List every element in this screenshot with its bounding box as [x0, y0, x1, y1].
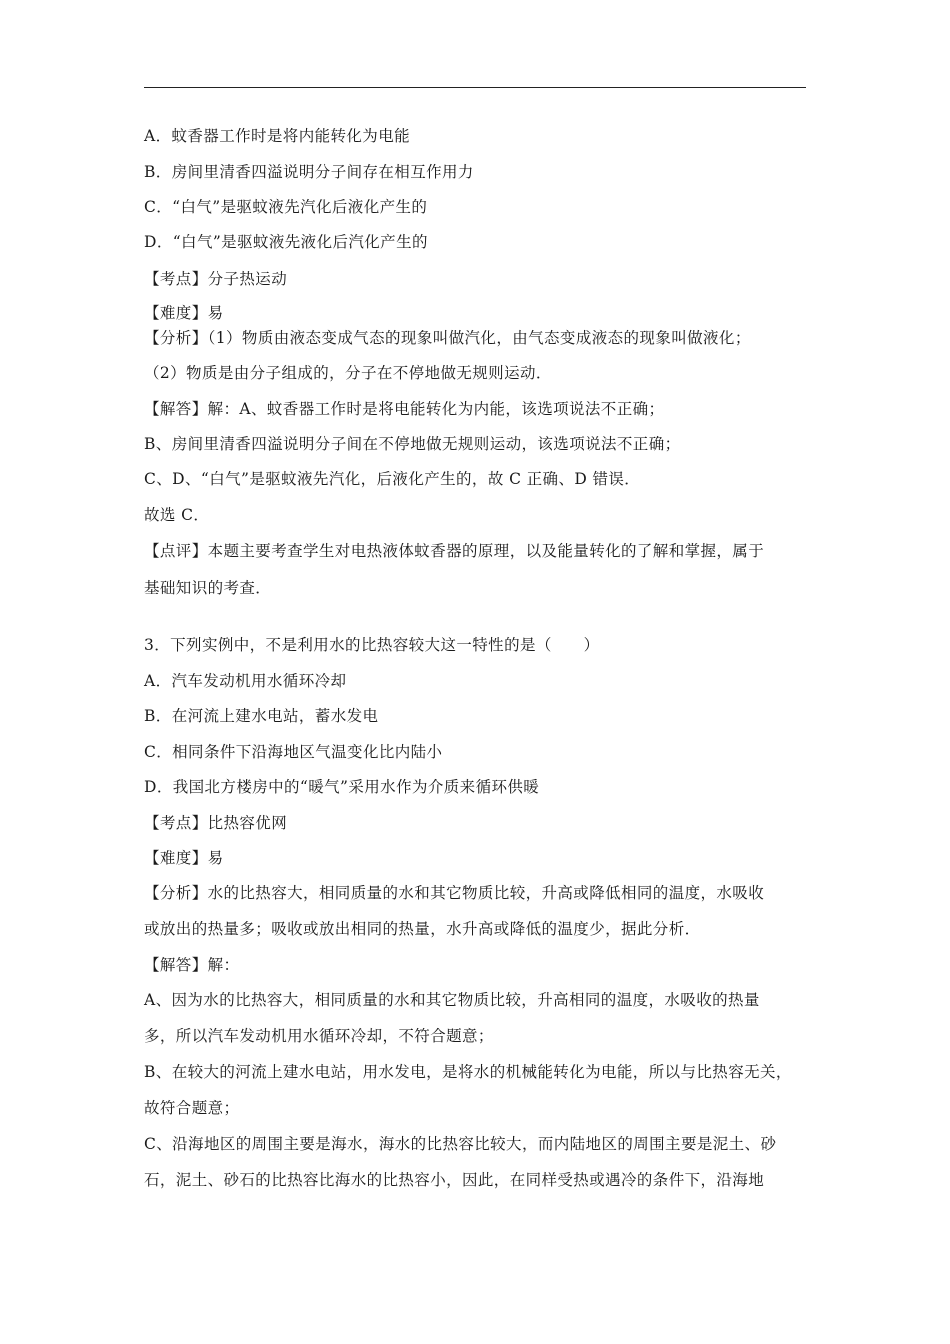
- q2-jieda-label: 【解答】: [144, 400, 208, 418]
- q2-jieda-text: 解：A、蚊香器工作时是将电能转化为内能，该选项说法不正确；: [207, 400, 665, 418]
- q3-jieda-line-b1: B、在较大的河流上建水电站，用水发电，是将水的机械能转化为电能，所以与比热容无关，: [144, 1063, 792, 1081]
- q3-jieda-line-b2: 故符合题意；: [144, 1099, 240, 1117]
- q2-nandu-text: 易: [207, 304, 224, 322]
- q2-kaodian-text: 分子热运动: [207, 270, 288, 288]
- q2-dianping-text: 本题主要考查学生对电热液体蚊香器的原理，以及能量转化的了解和掌握，属于: [207, 542, 765, 560]
- q2-fenxi-label: 【分析】: [144, 329, 208, 347]
- q2-nandu: [144, 303, 224, 323]
- q3-fenxi-text: 水的比热容大，相同质量的水和其它物质比较，升高或降低相同的温度，水吸收: [207, 884, 765, 902]
- q3-stem: 3．下列实例中，不是利用水的比热容较大这一特性的是（ ）: [144, 636, 600, 654]
- q3-fenxi: [144, 883, 764, 903]
- q3-kaodian-text: 比热容优网: [207, 814, 288, 832]
- q2-fenxi-text: （1）物质由液态变成气态的现象叫做汽化，由气态变成液态的现象叫做液化；: [207, 329, 751, 347]
- q3-fenxi-label: 【分析】: [144, 884, 208, 902]
- q3-nandu-label: 【难度】: [144, 849, 208, 867]
- q2-fenxi-line-2: （2）物质是由分子组成的，分子在不停地做无规则运动．: [144, 364, 552, 382]
- q2-kaodian: [144, 269, 287, 289]
- q3-jieda-text: 解：: [207, 956, 240, 974]
- q3-option-c: C．相同条件下沿海地区气温变化比内陆小: [144, 743, 443, 761]
- q3-option-a: A．汽车发动机用水循环冷却: [144, 672, 347, 690]
- header-rule: [144, 87, 806, 88]
- q2-option-b: B．房间里清香四溢说明分子间存在相互作用力: [144, 163, 474, 181]
- q3-option-d: D．我国北方楼房中的“暖气”采用水作为介质来循环供暖: [144, 778, 540, 796]
- q3-jieda-line-c1: C、沿海地区的周围主要是海水，海水的比热容比较大，而内陆地区的周围主要是泥土、砂: [144, 1135, 777, 1153]
- q2-nandu-label: 【难度】: [144, 304, 208, 322]
- q3-nandu: [144, 848, 224, 868]
- q2-jieda-line-4: 故选 C．: [144, 506, 210, 524]
- q2-dianping-label: 【点评】: [144, 542, 208, 560]
- q3-fenxi-line-2: 或放出的热量多；吸收或放出相同的热量，水升高或降低的温度少，据此分析．: [144, 920, 701, 938]
- q2-jieda-line-3: C、D、“白气”是驱蚊液先汽化，后液化产生的，故 C 正确、D 错误．: [144, 470, 641, 488]
- q2-fenxi: [144, 328, 751, 348]
- q2-jieda-line-2: B、房间里清香四溢说明分子间在不停地做无规则运动，该选项说法不正确；: [144, 435, 681, 453]
- q3-jieda-line-a1: A、因为水的比热容大，相同质量的水和其它物质比较，升高相同的温度，水吸收的热量: [144, 991, 760, 1009]
- q2-dianping: [144, 541, 764, 561]
- q3-jieda-line-a2: 多，所以汽车发动机用水循环冷却，不符合题意；: [144, 1027, 494, 1045]
- q2-option-a: A．蚊香器工作时是将内能转化为电能: [144, 127, 410, 145]
- q3-kaodian: [144, 813, 287, 833]
- q3-option-b: B．在河流上建水电站，蓄水发电: [144, 707, 379, 725]
- q3-jieda-line-c2: 石，泥土、砂石的比热容比海水的比热容小，因此，在同样受热或遇冷的条件下，沿海地: [144, 1171, 765, 1189]
- q2-kaodian-label: 【考点】: [144, 270, 208, 288]
- q2-jieda: [144, 399, 664, 419]
- q2-option-d: D．“白气”是驱蚊液先液化后汽化产生的: [144, 233, 428, 251]
- q3-kaodian-label: 【考点】: [144, 814, 208, 832]
- q2-dianping-line-2: 基础知识的考查．: [144, 579, 272, 597]
- q3-jieda-label: 【解答】: [144, 956, 208, 974]
- q3-jieda: [144, 955, 239, 975]
- q3-nandu-text: 易: [207, 849, 224, 867]
- q2-option-c: C．“白气”是驱蚊液先汽化后液化产生的: [144, 198, 428, 216]
